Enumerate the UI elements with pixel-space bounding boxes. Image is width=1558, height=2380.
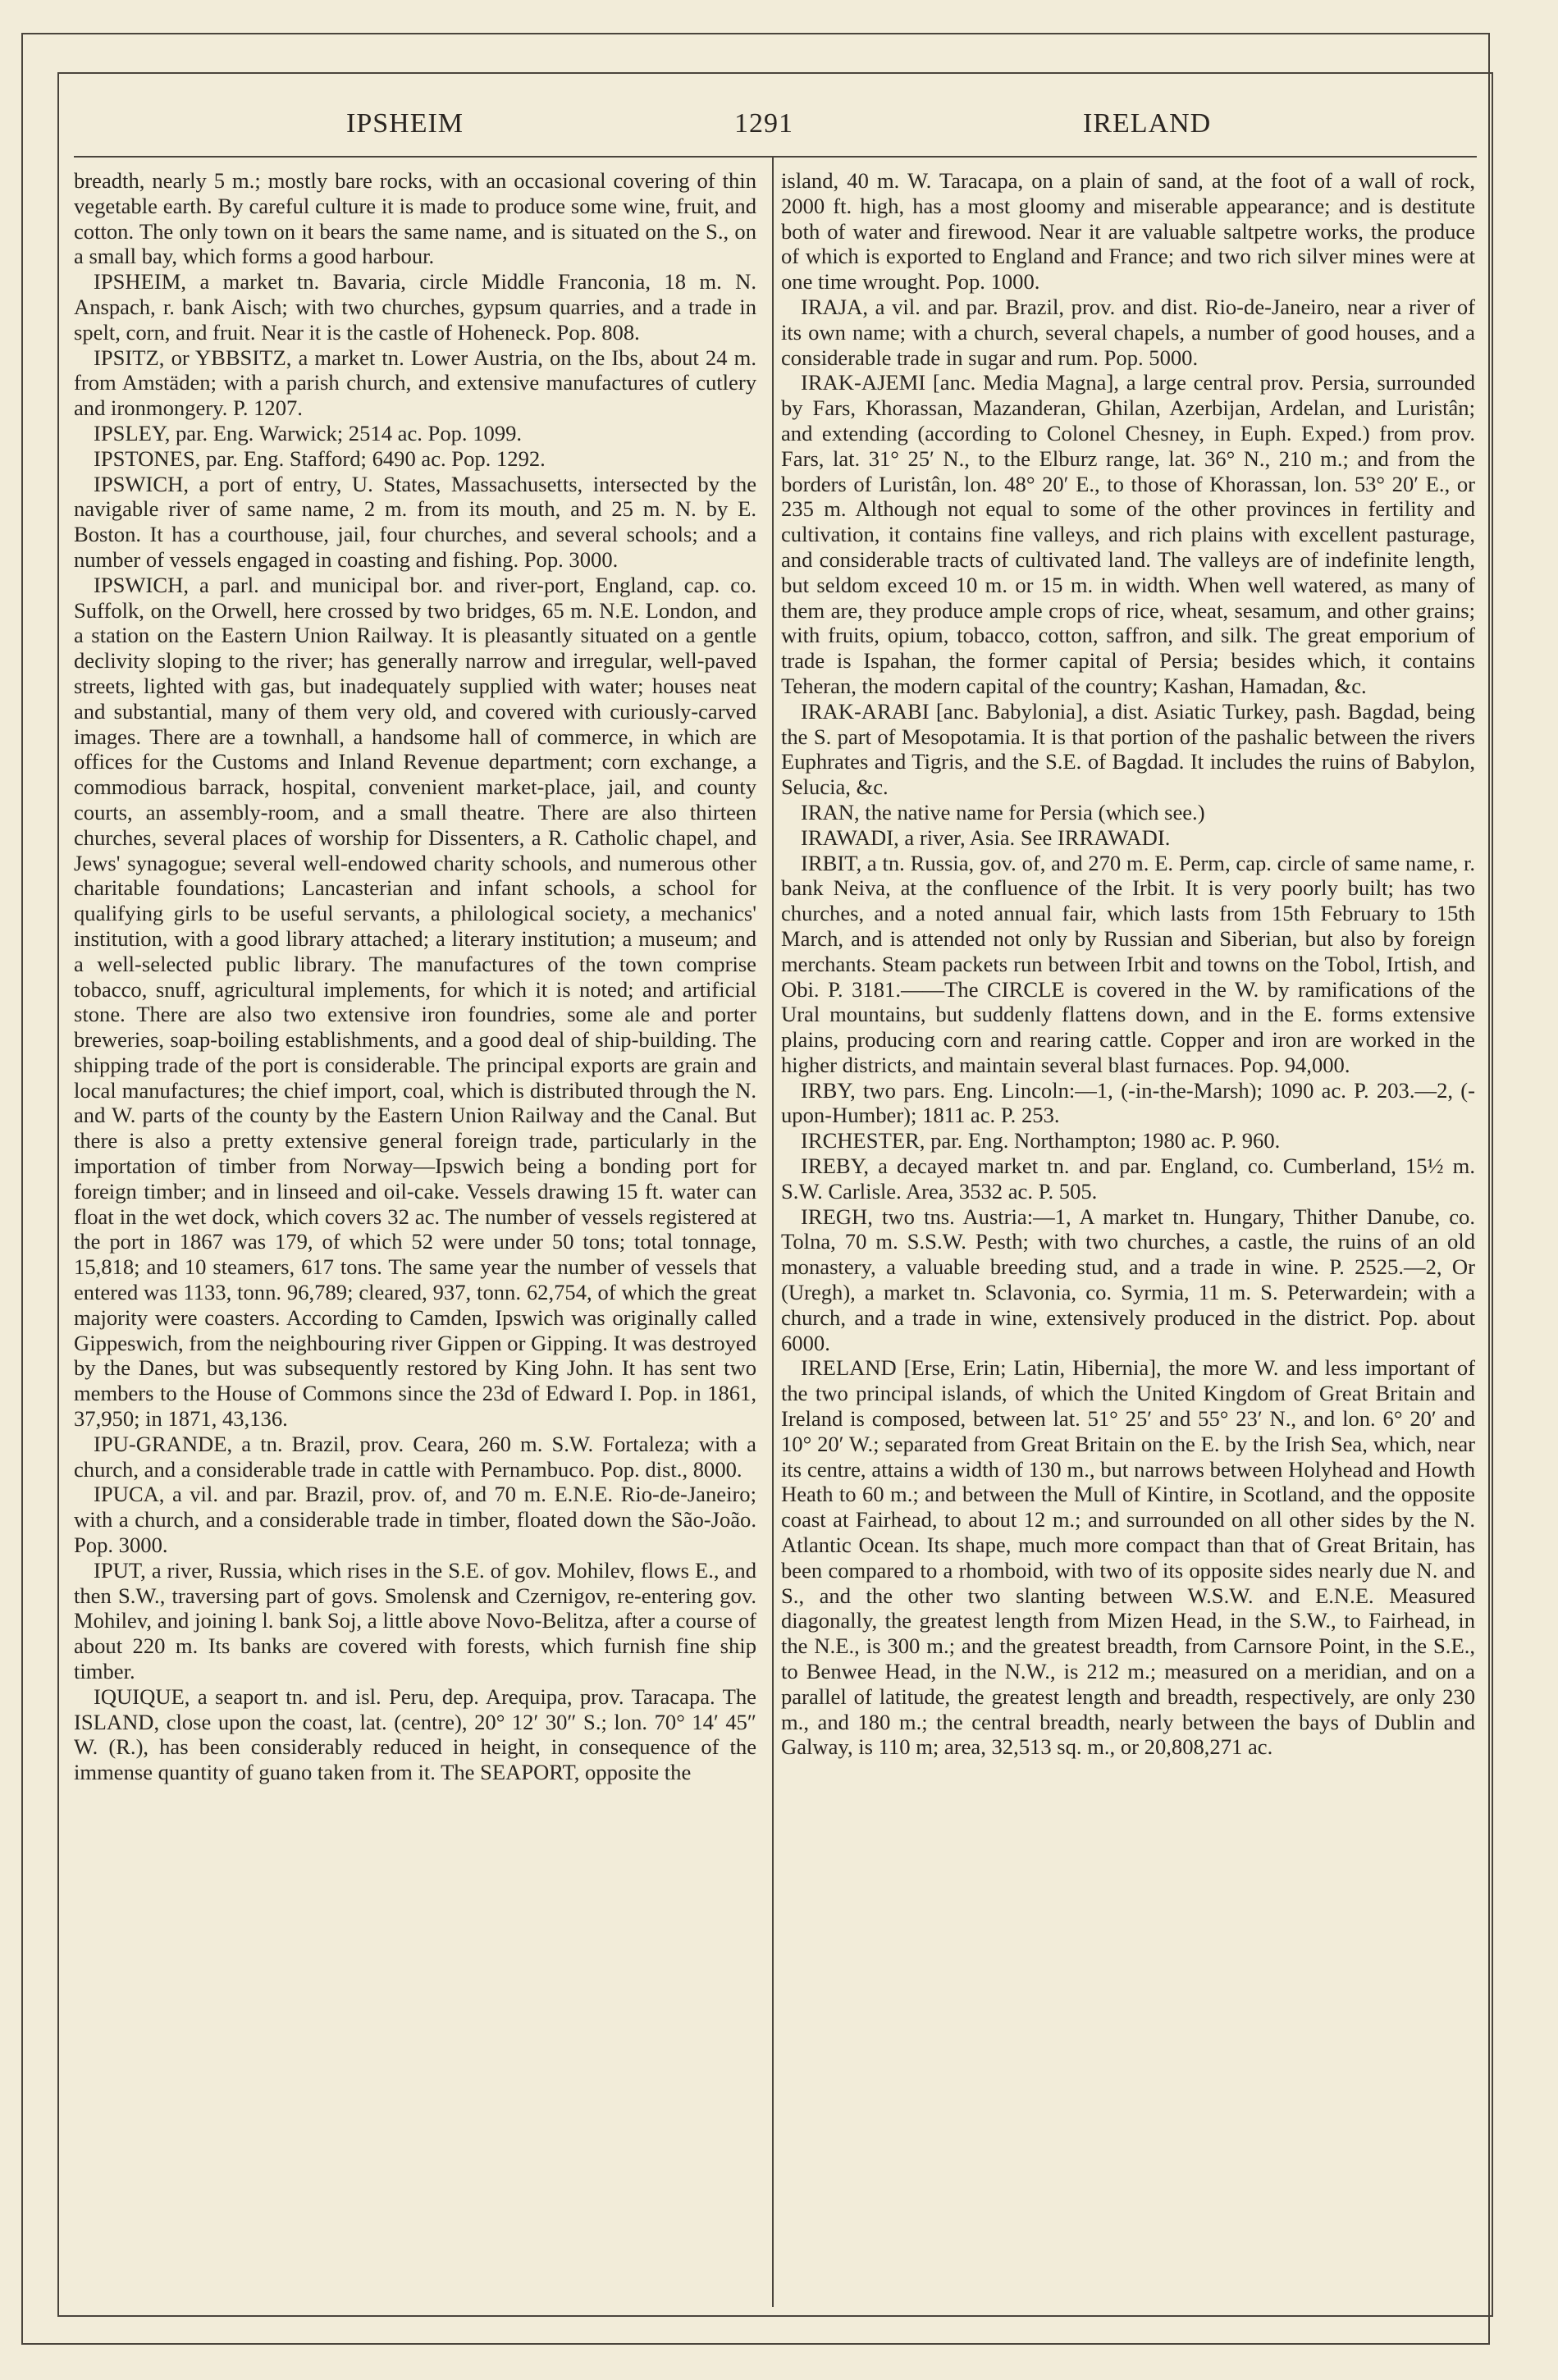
gazetteer-entry: IREBY, a decayed market tn. and par. England, co. Cumberland, 15½ m. S.W. Carlisle. Area, 3532 ac. P. 505. [781,1153,1475,1204]
gazetteer-entry: IRCHESTER, par. Eng. Northampton; 1980 ac. P. 960. [801,1128,1281,1153]
page-header [57,108,1493,158]
gazetteer-entry: IRAK-ARABI [anc. Babylonia], a dist. Asiatic Turkey, pash. Bagdad, being the S. part of Mesopotamia. It is that portion of the pashalic between the rivers Euphrates and Tigris, and the S.E. of Bagdad. It includes the ruins of Babylon, Selucia, &c. [781,698,1475,800]
gazetteer-entry: IPUCA, a vil. and par. Brazil, prov. of, and 70 m. E.N.E. Rio-de-Janeiro; with a church, and a considerable trade in timber, floated down the São-João. Pop. 3000. [74,1482,756,1558]
gazetteer-entry: IRAK-AJEMI [anc. Media Magna], a large central prov. Persia, surrounded by Fars, Khorassan, Mazanderan, Ghilan, Azerbijan, Ardelan, and Luristân; and extending (according to Colonel Chesney, in Euph. Exped.) from prov. Fars, lat. 31° 25′ N., to the Elburz range, lat. 36° N., 210 m.; and from the borders of Luristân, lon. 48° 20′ E., to those of Khorassan, lon. 53° 20′ E., or 235 m. Although not equal to some of the other provinces in fertility and cultivation, it contains fine valleys, and rich plains with excellent pasturage, and considerable tracts of cultivated land. The valleys are of indefinite length, but seldom exceed 10 m. or 15 m. in width. When well watered, as many of them are, they produce ample crops of rice, wheat, sesamum, and other grains; with fruits, opium, tobacco, cotton, saffron, and silk. The great emporium of trade is Ispahan, the former capital of Persia; besides which, it contains Teheran, the modern capital of the country; Kashan, Hamadan, &c. [781,370,1475,698]
header-rule [74,156,1477,158]
gazetteer-entry: IPSWICH, a port of entry, U. States, Massachusetts, intersected by the navigable river of same name, 2 m. from its mouth, and 25 m. N. by E. Boston. It has a courthouse, jail, four churches, and several schools; and a number of vessels engaged in coasting and fishing. Pop. 3000. [74,471,756,572]
gazetteer-entry: IRBY, two pars. Eng. Lincoln:—1, (-in-the-Marsh); 1090 ac. P. 203.—2, (-upon-Humber); 1811 ac. P. 253. [781,1077,1475,1128]
gazetteer-entry: IRELAND [Erse, Erin; Latin, Hibernia], the more W. and less important of the two principal islands, of which the United Kingdom of Great Britain and Ireland is composed, between lat. 51° 25′ and 55° 23′ N., and lon. 6° 20′ and 10° 20′ W.; separated from Great Britain on the E. by the Irish Sea, which, near its centre, attains a width of 130 m., but narrows between Holyhead and Howth Heath to 60 m.; and between the Mull of Kintire, in Scotland, and the opposite coast at Fairhead, to about 12 m.; and surrounded on all other sides by the N. Atlantic Ocean. Its shape, much more compact than that of Great Britain, has been compared to a rhomboid, with two of its opposite sides nearly due N. and S., and the other two slanting between W.S.W. and E.N.E. Measured diagonally, the greatest length from Mizen Head, in the S.W., to Fairhead, in the N.E., is 300 m.; and the greatest breadth, from Carnsore Point, in the S.E., to Benwee Head, in the N.W., is 212 m.; measured on a meridian, and on a parallel of latitude, the greatest length and breadth, respectively, are only 230 m., and 180 m.; the central breadth, nearly between the bays of Dublin and Galway, is 110 m; area, 32,513 sq. m., or 20,808,271 ac. [781,1355,1475,1760]
gazetteer-entry: IPSHEIM, a market tn. Bavaria, circle Middle Franconia, 18 m. N. Anspach, r. bank Aisch; with two churches, gypsum quarries, and a trade in spelt, corn, and fruit. Near it is the castle of Hoheneck. Pop. 808. [74,269,756,345]
left-column [74,168,756,1785]
header-left-word: IPSHEIM [346,108,464,139]
gazetteer-entry: IPSLEY, par. Eng. Warwick; 2514 ac. Pop. 1099. [94,420,523,445]
gazetteer-entry: IQUIQUE, a seaport tn. and isl. Peru, dep. Arequipa, prov. Taracapa. The ISLAND, close upon the coast, lat. (centre), 20° 12′ 30″ S.; lon. 70° 14′ 45″ W. (R.), has been considerably reduced in height, in consequence of the immense quantity of guano taken from it. The SEAPORT, opposite the [74,1683,756,1785]
gazetteer-entry: IRAN, the native name for Persia (which see.) [801,799,1205,825]
gazetteer-entry: IPU-GRANDE, a tn. Brazil, prov. Ceara, 260 m. S.W. Fortaleza; with a church, and a considerable trade in cattle with Pernambuco. Pop. dist., 8000. [74,1431,756,1482]
gazetteer-entry: IPUT, a river, Russia, which rises in the S.E. of gov. Mohilev, flows E., and then S.W., traversing part of govs. Smolensk and Czernigov, re-entering gov. Mohilev, and joining l. bank Soj, a little above Novo-Belitza, after a course of about 220 m. Its banks are covered with forests, which furnish fine ship timber. [74,1557,756,1684]
gazetteer-entry: breadth, nearly 5 m.; mostly bare rocks, with an occasional covering of thin vegetable earth. By careful culture it is made to produce some wine, fruit, and cotton. The only town on it bears the same name, and is situated on the S., on a small bay, which forms a good harbour. [74,168,756,269]
gazetteer-entry: IREGH, two tns. Austria:—1, A market tn. Hungary, Thither Danube, co. Tolna, 70 m. S.S.W. Pesth; with two churches, a castle, the ruins of an old monastery, a valuable breeding stud, and a trade in wine. P. 2525.—2, Or (Uregh), a market tn. Sclavonia, co. Syrmia, 11 m. S. Peterwardein; with a church, and a trade in wine, extensively produced in the district. Pop. about 6000. [781,1204,1475,1355]
gazetteer-entry: IRAWADI, a river, Asia. See IRRAWADI. [801,825,1171,850]
gazetteer-entry: IRBIT, a tn. Russia, gov. of, and 270 m. E. Perm, cap. circle of same name, r. bank Neiva, at the confluence of the Irbit. It is very poorly built; has two churches, and a noted annual fair, which lasts from 15th February to 15th March, and is attended not only by Russian and Siberian, but also by foreign merchants. Steam packets run between Irbit and towns on the Tobol, Irtish, and Obi. P. 3181.——The CIRCLE is covered in the W. by ramifications of the Ural mountains, but suddenly flattens down, and in the E. forms extensive plains, producing corn and rearing cattle. Copper and iron are worked in the higher districts, and maintain several blast furnaces. Pop. 94,000. [781,850,1475,1077]
gazetteer-entry: IRAJA, a vil. and par. Brazil, prov. and dist. Rio-de-Janeiro, near a river of its own name; with a church, several chapels, a number of good houses, and a considerable trade in sugar and rum. Pop. 5000. [781,294,1475,370]
gazetteer-entry: IPSWICH, a parl. and municipal bor. and river-port, England, cap. co. Suffolk, on the Orwell, here crossed by two bridges, 65 m. N.E. London, and a station on the Eastern Union Railway. It is pleasantly situated on a gentle declivity sloping to the river; has generally narrow and irregular, well-paved streets, lighted with gas, but inadequately supplied with water; houses neat and substantial, many of them very old, and covered with curiously-carved images. There are a townhall, a handsome hall of commerce, in which are offices for the Customs and Inland Revenue department; corn exchange, a commodious barrack, hospital, convenient market-place, jail, and county courts, an assembly-room, and a small theatre. There are also thirteen churches, several places of worship for Dissenters, a R. Catholic chapel, and Jews' synagogue; several well-endowed charity schools, and numerous other charitable foundations; Lancasterian and infant schools, a school for qualifying girls to be useful servants, a philological society, a mechanics' institution, with a good library attached; a literary institution; a museum; and a well-selected public library. The manufactures of the town comprise tobacco, snuff, agricultural implements, for which it is noted; and artificial stone. There are also two extensive iron foundries, some ale and porter breweries, soap-boiling establishments, and a good deal of ship-building. The shipping trade of the port is considerable. The principal exports are grain and local manufactures; the chief import, coal, which is distributed through the N. and W. parts of the county by the Eastern Union Railway and the Canal. But there is also a pretty extensive general foreign trade, particularly in the importation of timber from Norway—Ipswich being a bonding port for foreign timber; and in linseed and oil-cake. Vessels drawing 15 ft. water can float in the wet dock, which covers 32 ac. The number of vessels registered at the port in 1867 was 179, of which 52 were under 50 tons; total tonnage, 15,818; and 10 steamers, 617 tons. The same year the number of vessels that entered was 1133, tonn. 96,789; cleared, 937, tonn. 62,754, of which the great majority were coasters. According to Camden, Ipswich was originally called Gippeswich, from the neighbouring river Gippen or Gipping. It was destroyed by the Danes, but was subsequently restored by King John. It has sent two members to the House of Commons since the 23d of Edward I. Pop. in 1861, 37,950; in 1871, 43,136. [74,572,756,1432]
page-number: 1291 [734,108,793,139]
right-column [781,168,1475,1760]
gazetteer-entry: island, 40 m. W. Taracapa, on a plain of sand, at the foot of a wall of rock, 2000 ft. high, has a most gloomy and miserable appearance; and is destitute both of water and firewood. Near it are valuable saltpetre works, the produce of which is exported to England and France; and two rich silver mines were at one time wrought. Pop. 1000. [781,168,1475,295]
column-divider [772,158,774,2307]
gazetteer-entry: IPSITZ, or YBBSITZ, a market tn. Lower Austria, on the Ibs, about 24 m. from Amstäden; with a parish church, and extensive manufactures of cutlery and ironmongery. P. 1207. [74,345,756,421]
header-right-word: IRELAND [1083,108,1212,139]
gazetteer-entry: IPSTONES, par. Eng. Stafford; 6490 ac. Pop. 1292. [94,445,546,471]
